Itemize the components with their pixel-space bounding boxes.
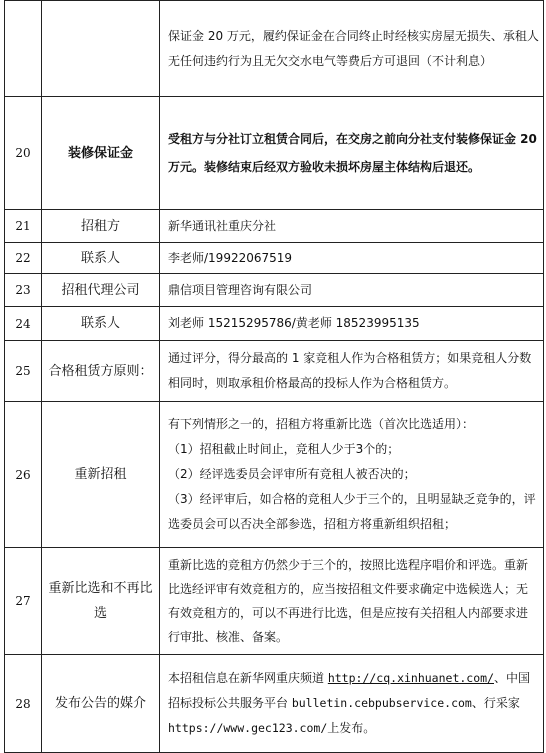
row-number: 20: [5, 97, 42, 210]
media-text: 、中国招标投标公共服务平台: [168, 671, 531, 710]
row-item: 招租方: [42, 210, 160, 243]
row-content: [160, 341, 544, 402]
media-text: 上发布。: [327, 721, 376, 735]
table-row: [5, 97, 544, 210]
row-number: 22: [5, 243, 42, 274]
table-row: [5, 210, 544, 243]
table-row: [5, 655, 544, 753]
content-line: （1）招租截止时间止，竞租人少于3个的；: [168, 442, 400, 456]
row-item: 招租代理公司: [42, 274, 160, 307]
row-item: 合格租赁方原则：: [42, 341, 160, 402]
row-number: [5, 1, 42, 97]
content-line: 新华通讯社重庆分社: [168, 218, 277, 233]
row-content: [160, 210, 544, 243]
table-row: [5, 243, 544, 274]
row-content: [160, 97, 544, 210]
content-line: （3）经评审后，如合格的竞租人少于三个的，且明显缺乏竞争的，评选委员会可以否决全部参选，招租方将重新组织招租；: [168, 492, 536, 531]
media-text: 、行采家: [471, 696, 520, 710]
content-line: 李老师/19922067519: [168, 250, 293, 265]
row-number: 26: [5, 402, 42, 548]
row-number: 23: [5, 274, 42, 307]
row-content: [160, 243, 544, 274]
row-number: 28: [5, 655, 42, 753]
row-content: [160, 1, 544, 97]
row-item: 联系人: [42, 307, 160, 341]
row-item: 联系人: [42, 243, 160, 274]
table-row: [5, 274, 544, 307]
content-line: 通过评分，得分最高的 1 家竞租人作为合格租赁方；如果竞租人分数相同时，则取承租价格最高的投标人作为合格租赁方。: [168, 351, 532, 390]
content-line: 有下列情形之一的，招租方将重新比选（首次比选适用）：: [168, 417, 475, 431]
row-number: 27: [5, 548, 42, 655]
row-number: 24: [5, 307, 42, 341]
content-line: [168, 666, 539, 741]
content-line: 刘老师 15215295786/黄老师 18523995135: [168, 316, 420, 330]
row-content: [160, 274, 544, 307]
row-content: [160, 548, 544, 655]
row-item: 装修保证金: [42, 97, 160, 210]
content-line: （2）经评选委员会评审所有竞租人被否决的；: [168, 467, 416, 481]
media-text: 本招租信息在新华网重庆频道: [168, 671, 328, 685]
table-row: [5, 341, 544, 402]
row-number: 25: [5, 341, 42, 402]
cebpubservice-link[interactable]: bulletin.cebpubservice.com: [291, 696, 472, 710]
row-content: [160, 307, 544, 341]
row-item: 重新招租: [42, 402, 160, 548]
row-number: 21: [5, 210, 42, 243]
content-line: 保证金 20 万元，履约保证金在合同终止时经核实房屋无损失、承租人无任何违约行为且无欠交水电气等费后方可退回（不计利息）: [168, 28, 539, 68]
gec123-link[interactable]: https://www.gec123.com/: [168, 721, 328, 735]
table-row: [5, 402, 544, 548]
xinhuanet-link[interactable]: http://cq.xinhuanet.com/: [327, 671, 494, 685]
row-item: 重新比选和不再比选: [42, 548, 160, 655]
row-content: [160, 402, 544, 548]
row-item: [42, 1, 160, 97]
row-content: [160, 655, 544, 753]
content-line: 重新比选的竞租方仍然少于三个的，按照比选程序唱价和评选。重新比选经评审有效竞租方的，应当按招租文件要求确定中选候选人；无有效竞租方的，可以不再进行比选，但是应按有关招租人内部要求进行审批、核准、备案。: [168, 558, 529, 644]
announcement-table: [4, 0, 544, 753]
table-row: [5, 307, 544, 341]
row-item: 发布公告的媒介: [42, 655, 160, 753]
content-line: 受租方与分社订立租赁合同后，在交房之前向分社支付装修保证金 20 万元。装修结束后经双方验收未损坏房屋主体结构后退还。: [168, 132, 537, 174]
content-line: 鼎信项目管理咨询有限公司: [168, 282, 313, 297]
table-row: [5, 548, 544, 655]
table-row: [5, 1, 544, 97]
